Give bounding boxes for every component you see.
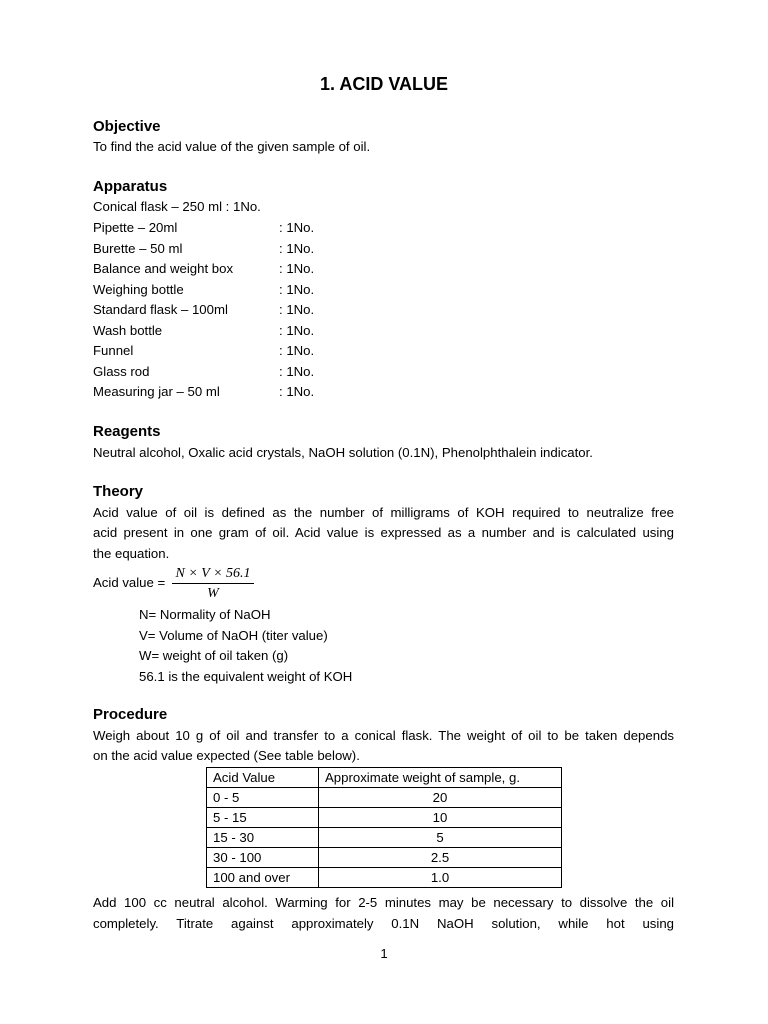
table-cell: 5 (319, 828, 562, 848)
apparatus-item-qty: : 1No. (279, 343, 315, 358)
theory-line: the equation. (93, 546, 170, 561)
table-row (207, 828, 562, 848)
fraction-bar (172, 583, 254, 584)
apparatus-item (93, 260, 314, 278)
apparatus-item-qty: : 1No. (279, 384, 315, 399)
apparatus-item-name: Measuring jar – 50 ml (93, 384, 220, 399)
reagents-text: Neutral alcohol, Oxalic acid crystals, NaOH solution (0.1N), Phenolphthalein indicator. (93, 445, 593, 460)
definition-line: 56.1 is the equivalent weight of KOH (139, 669, 353, 684)
equation-label: Acid value = (93, 575, 166, 590)
table-cell: 2.5 (319, 848, 562, 868)
apparatus-item-name: Glass rod (93, 364, 150, 379)
page-number: 1 (380, 946, 388, 961)
reagents-heading: Reagents (93, 423, 161, 440)
apparatus-item-qty: : 1No. (279, 323, 315, 338)
procedure-line: Weigh about 10 g of oil and transfer to a conical flask. The weight of oil to be taken depends (93, 728, 674, 743)
table-header-cell: Acid Value (207, 768, 319, 788)
apparatus-item-name: Wash bottle (93, 323, 163, 338)
apparatus-item (93, 240, 314, 258)
procedure-heading: Procedure (93, 706, 168, 723)
apparatus-item-qty: : 1No. (279, 302, 315, 317)
apparatus-item (93, 219, 314, 237)
procedure-line: Add 100 cc neutral alcohol. Warming for 2-5 minutes may be necessary to dissolve the oil (93, 895, 674, 910)
apparatus-first-item: Conical flask – 250 ml : 1No. (93, 199, 261, 214)
acid-value-equation (172, 565, 254, 602)
apparatus-item-name: Funnel (93, 343, 134, 358)
procedure-line: on the acid value expected (See table below). (93, 748, 360, 763)
apparatus-item-name: Weighing bottle (93, 282, 184, 297)
apparatus-item-qty: : 1No. (279, 364, 315, 379)
apparatus-item-name: Standard flask – 100ml (93, 302, 228, 317)
table-cell: 5 - 15 (207, 808, 319, 828)
page-title: 1. ACID VALUE (319, 74, 448, 94)
table-row (207, 868, 562, 888)
objective-heading: Objective (93, 118, 161, 135)
table-header-row (207, 768, 562, 788)
apparatus-item-name: Burette – 50 ml (93, 241, 183, 256)
apparatus-item-qty: : 1No. (279, 241, 315, 256)
theory-line: acid present in one gram of oil. Acid value is expressed as a number and is calculated using (93, 525, 674, 540)
table-row (207, 848, 562, 868)
definition-line: V= Volume of NaOH (titer value) (139, 628, 328, 643)
table-cell: 30 - 100 (207, 848, 319, 868)
apparatus-item (93, 383, 314, 401)
procedure-line: completely. Titrate against approximately 0.1N NaOH solution, while hot using (93, 916, 674, 931)
apparatus-item-qty: : 1No. (279, 220, 315, 235)
apparatus-item-name: Balance and weight box (93, 261, 234, 276)
apparatus-item (93, 342, 314, 360)
table-header-cell: Approximate weight of sample, g. (319, 768, 562, 788)
table-cell: 15 - 30 (207, 828, 319, 848)
table-cell: 100 and over (207, 868, 319, 888)
theory-line: Acid value of oil is defined as the number of milligrams of KOH required to neutralize free (93, 505, 674, 520)
apparatus-item-qty: : 1No. (279, 261, 315, 276)
apparatus-item (93, 301, 314, 319)
table-cell: 0 - 5 (207, 788, 319, 808)
apparatus-item (93, 363, 314, 381)
apparatus-item-name: Pipette – 20ml (93, 220, 178, 235)
table-row (207, 788, 562, 808)
equation-denominator: W (207, 586, 219, 601)
table-cell: 10 (319, 808, 562, 828)
table-cell: 20 (319, 788, 562, 808)
apparatus-item (93, 281, 314, 299)
table-cell: 1.0 (319, 868, 562, 888)
table-row (207, 808, 562, 828)
apparatus-item-qty: : 1No. (279, 282, 315, 297)
equation-numerator: N × V × 56.1 (175, 566, 251, 581)
objective-text: To find the acid value of the given sample of oil. (93, 139, 371, 154)
definition-line: N= Normality of NaOH (139, 607, 271, 622)
definition-line: W= weight of oil taken (g) (139, 648, 289, 663)
sample-weight-table (206, 767, 562, 888)
apparatus-item (93, 322, 314, 340)
theory-heading: Theory (93, 483, 144, 500)
apparatus-heading: Apparatus (93, 178, 168, 195)
